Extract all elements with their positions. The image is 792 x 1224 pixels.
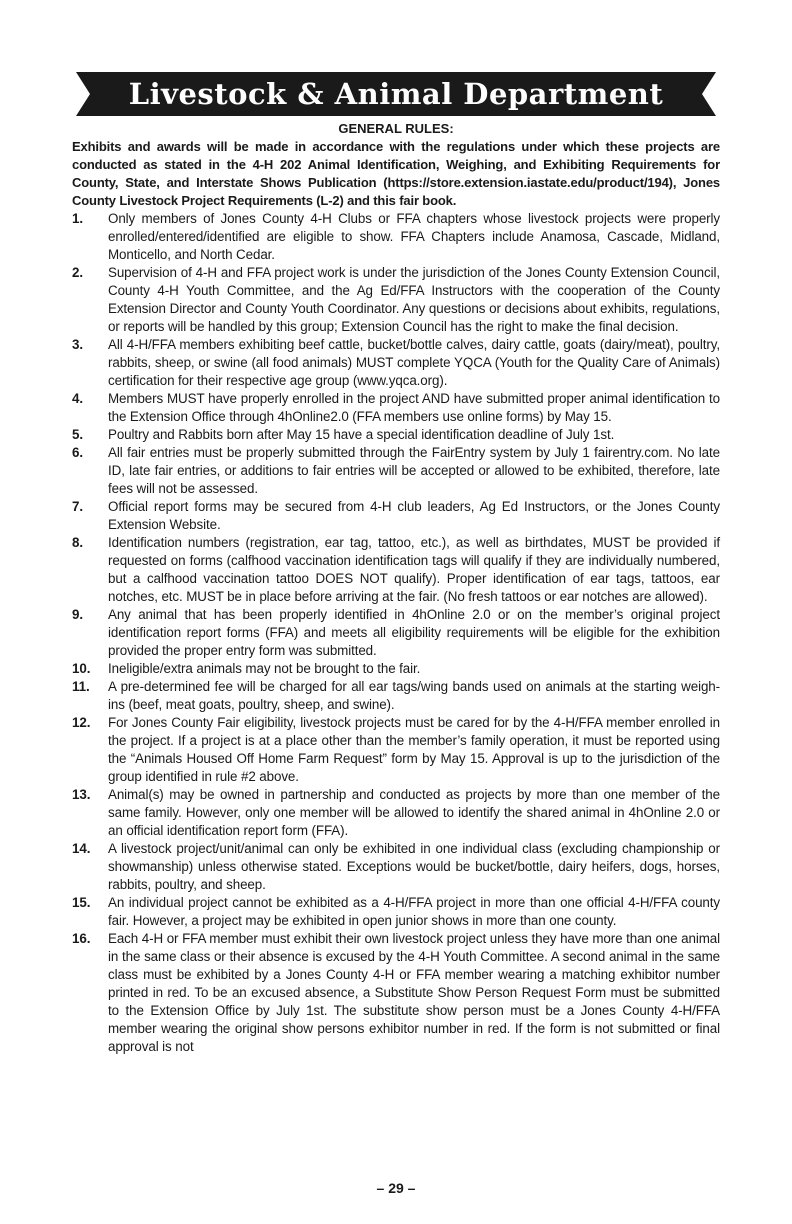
rule-text: Poultry and Rabbits born after May 15 have a special identification deadline of July 1st. bbox=[108, 427, 615, 442]
rule-text: Any animal that has been properly identified in 4hOnline 2.0 or on the member’s original project identification report forms (FFA) and meets all eligibility requirements will be eligible for the exhibition provided the proper entry form was submitted. bbox=[108, 607, 720, 658]
rule-text: Each 4-H or FFA member must exhibit their own livestock project unless they have more than one animal in the same class or their absence is excused by the 4-H Youth Committee. A second animal in the same class must be exhibited by a Jones County 4-H or FFA member wearing a matching exhibitor number printed in red. To be an excused absence, a Substitute Show Person Request Form must be submitted to the Extension Office by July 1st. The substitute show person must be a Jones County 4-H/FFA member wearing the original show persons exhibitor number in red. If the form is not submitted or final approval is not bbox=[108, 931, 720, 1054]
rule-item bbox=[72, 444, 720, 498]
rule-item bbox=[72, 714, 720, 786]
rule-number: 12. bbox=[72, 715, 91, 730]
rule-item bbox=[72, 426, 720, 444]
rule-item bbox=[72, 534, 720, 606]
rule-number: 4. bbox=[72, 391, 83, 406]
rule-item bbox=[72, 264, 720, 336]
rules-list bbox=[72, 210, 720, 1056]
rule-item bbox=[72, 498, 720, 534]
rule-text: A livestock project/unit/animal can only be exhibited in one individual class (excluding championship or showmanship) unless otherwise stated. Exceptions would be bucket/bottle, dairy heifers, dogs, horses, rabbits, poultry, and sheep. bbox=[108, 841, 720, 892]
rule-number: 15. bbox=[72, 895, 91, 910]
department-banner bbox=[72, 72, 720, 116]
rule-text: Animal(s) may be owned in partnership and conducted as projects by more than one member of the same family. However, only one member will be allowed to identify the shared animal in 4hOnline 2.0 or an official identification report form (FFA). bbox=[108, 787, 720, 838]
rule-text: All 4-H/FFA members exhibiting beef cattle, bucket/bottle calves, dairy cattle, goats (dairy/meat), poultry, rabbits, sheep, or swine (all food animals) MUST complete YQCA (Youth for the Quality Care of Animals) certification for their respective age group (www.yqca.org). bbox=[108, 337, 720, 388]
rule-number: 7. bbox=[72, 499, 83, 514]
rule-item bbox=[72, 840, 720, 894]
rule-item bbox=[72, 390, 720, 426]
rule-text: Only members of Jones County 4-H Clubs or FFA chapters whose livestock projects were properly enrolled/entered/identified are eligible to show. FFA Chapters include Anamosa, Cascade, Midland, Monticello, and North Cedar. bbox=[108, 211, 720, 262]
document-page bbox=[72, 72, 720, 1056]
rule-text: Supervision of 4-H and FFA project work is under the jurisdiction of the Jones County Extension Council, County 4-H Youth Committee, and the Ag Ed/FFA Instructors with the cooperation of the County Extension Director and County Youth Coordinator. Any questions or decisions about exhibits, regulations, or reports will be handled by this group; Extension Council has the right to make the final decision. bbox=[108, 265, 720, 334]
rule-item bbox=[72, 786, 720, 840]
department-title: Livestock & Animal Department bbox=[128, 77, 664, 111]
rule-number: 11. bbox=[72, 679, 90, 694]
rule-item bbox=[72, 894, 720, 930]
general-rules-intro: Exhibits and awards will be made in accordance with the regulations under which these projects are conducted as stated in the 4-H 202 Animal Identification, Weighing, and Exhibiting Requirements for County, State, and Interstate Shows Publication (https://store.extension.iastate.edu/product/194), Jones County Livestock Project Requirements (L-2) and this fair book. bbox=[72, 139, 720, 208]
rule-number: 5. bbox=[72, 427, 83, 442]
rule-number: 14. bbox=[72, 841, 91, 856]
general-rules-heading: GENERAL RULES: bbox=[338, 121, 454, 136]
rule-number: 1. bbox=[72, 211, 83, 226]
rule-text: All fair entries must be properly submitted through the FairEntry system by July 1 fairentry.com. No late ID, late fair entries, or additions to fair entries will be accepted or allowed to be exhibited, therefore, late fees will not be assessed. bbox=[108, 445, 720, 496]
rule-item bbox=[72, 210, 720, 264]
rule-number: 13. bbox=[72, 787, 91, 802]
rule-item bbox=[72, 660, 720, 678]
rule-number: 8. bbox=[72, 535, 83, 550]
rule-number: 9. bbox=[72, 607, 83, 622]
rule-text: Ineligible/extra animals may not be brought to the fair. bbox=[108, 661, 421, 676]
rule-item bbox=[72, 930, 720, 1056]
rule-number: 6. bbox=[72, 445, 83, 460]
rule-item bbox=[72, 336, 720, 390]
rule-text: Members MUST have properly enrolled in the project AND have submitted proper animal identification to the Extension Office through 4hOnline2.0 (FFA members use online forms) by May 15. bbox=[108, 391, 720, 424]
rule-item bbox=[72, 606, 720, 660]
rule-text: An individual project cannot be exhibited as a 4-H/FFA project in more than one official 4-H/FFA county fair. However, a project may be exhibited in open junior shows in more than one county. bbox=[108, 895, 720, 928]
rule-number: 2. bbox=[72, 265, 83, 280]
rule-number: 16. bbox=[72, 931, 91, 946]
page-number: – 29 – bbox=[376, 1180, 416, 1196]
rule-text: Identification numbers (registration, ear tag, tattoo, etc.), as well as birthdates, MUST be provided if requested on forms (calfhood vaccination identification tags will qualify if they are individually numbered, but a calfhood vaccination tattoo DOES NOT qualify). Proper identification of ear tags, tattoos, ear notches, etc. MUST be in place before arriving at the fair. (No fresh tattoos or ear notches are allowed). bbox=[108, 535, 720, 604]
rule-number: 3. bbox=[72, 337, 83, 352]
rule-text: A pre-determined fee will be charged for all ear tags/wing bands used on animals at the starting weigh-ins (beef, meat goats, poultry, sheep, and swine). bbox=[108, 679, 720, 712]
rule-text: Official report forms may be secured from 4-H club leaders, Ag Ed Instructors, or the Jones County Extension Website. bbox=[108, 499, 720, 532]
rule-number: 10. bbox=[72, 661, 91, 676]
rule-item bbox=[72, 678, 720, 714]
rule-text: For Jones County Fair eligibility, livestock projects must be cared for by the 4-H/FFA member enrolled in the project. If a project is at a place other than the member’s family operation, it must be reported using the “Animals Housed Off Home Farm Request” form by May 15. Approval is up to the jurisdiction of the group identified in rule #2 above. bbox=[108, 715, 720, 784]
